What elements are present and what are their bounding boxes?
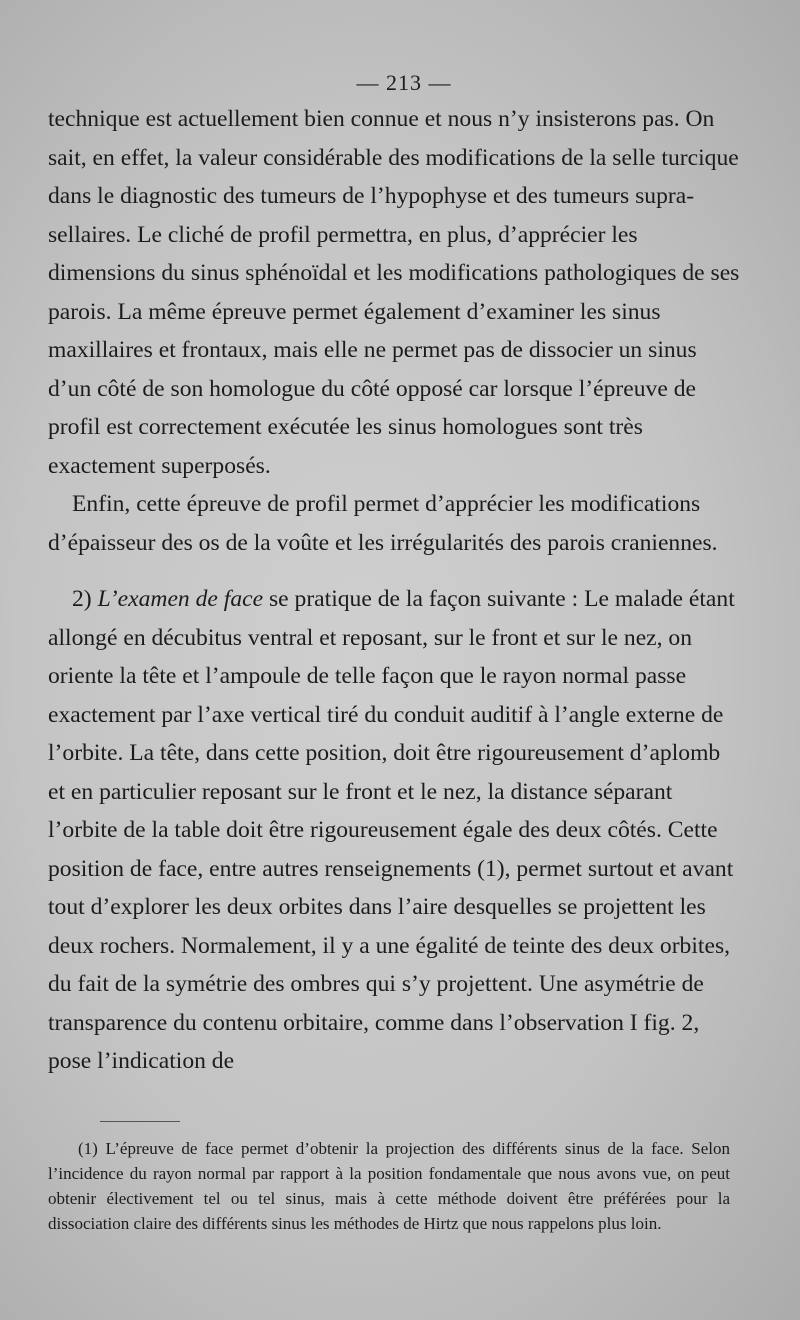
- paragraph-profile-vault: [48, 485, 740, 562]
- paragraph-text: se pratique de la façon suivante : Le malade étant allongé en décubitus ventral et reposant, sur le front et sur le nez, on oriente la tête et l’ampoule de telle façon que le rayon normal passe exactement par l’axe vertical tiré du conduit auditif à l’angle externe de l’orbite. La tête, dans cette position, doit être rigoureusement d’aplomb et en particulier reposant sur le front et le nez, la distance séparant l’orbite de la table doit être rigoureusement égale des deux côtés. Cette position de face, entre autres renseignements (1), permet surtout et avant tout d’explorer les deux orbites dans l’aire desquelles se projettent les deux rochers. Normalement, il y a une égalité de teinte des deux orbites, du fait de la symétrie des ombres qui s’y projettent. Une asymétrie de transparence du contenu orbitaire, comme dans l’observation I fig. 2, pose l’indication de: [48, 586, 735, 1074]
- footnote: [48, 1136, 740, 1236]
- section-number: 2): [72, 586, 98, 612]
- footnote-text: (1) L’épreuve de face permet d’obtenir la projection des différents sinus de la face. Selon l’incidence du rayon normal par rapport à la position fondamentale que nous avons vue, on peut obtenir électivement tel ou tel sinus, mais à cette méthode doivent être préférées pour la dissociation claire des différents sinus les méthodes de Hirtz que nous rappelons plus loin.: [48, 1138, 730, 1233]
- paragraph-text: technique est actuellement bien connue et nous n’y insisterons pas. On sait, en effet, la valeur considérable des modifications de la selle turcique dans le diagnostic des tumeurs de l’hypophyse et des tumeurs supra-sellaires. Le cliché de profil permettra, en plus, d’apprécier les dimensions du sinus sphénoïdal et les modifications pathologiques de ses parois. La même épreuve permet également d’examiner les sinus maxillaires et frontaux, mais elle ne permet pas de dissocier un sinus d’un côté de son homologue du côté opposé car lorsque l’épreuve de profil est correctement exécutée les sinus homologues sont très exactement superposés.: [48, 106, 740, 479]
- section-title: L’examen de face: [97, 586, 264, 612]
- paragraph-profile-technique: [48, 100, 740, 485]
- page-number: — 213 —: [356, 70, 452, 95]
- paragraph-face-examination: [48, 580, 740, 1081]
- footnote-rule: [100, 1121, 180, 1122]
- paragraph-text: Enfin, cette épreuve de profil permet d’apprécier les modifications d’épaisseur des os de la voûte et les irrégularités des parois craniennes.: [48, 491, 718, 556]
